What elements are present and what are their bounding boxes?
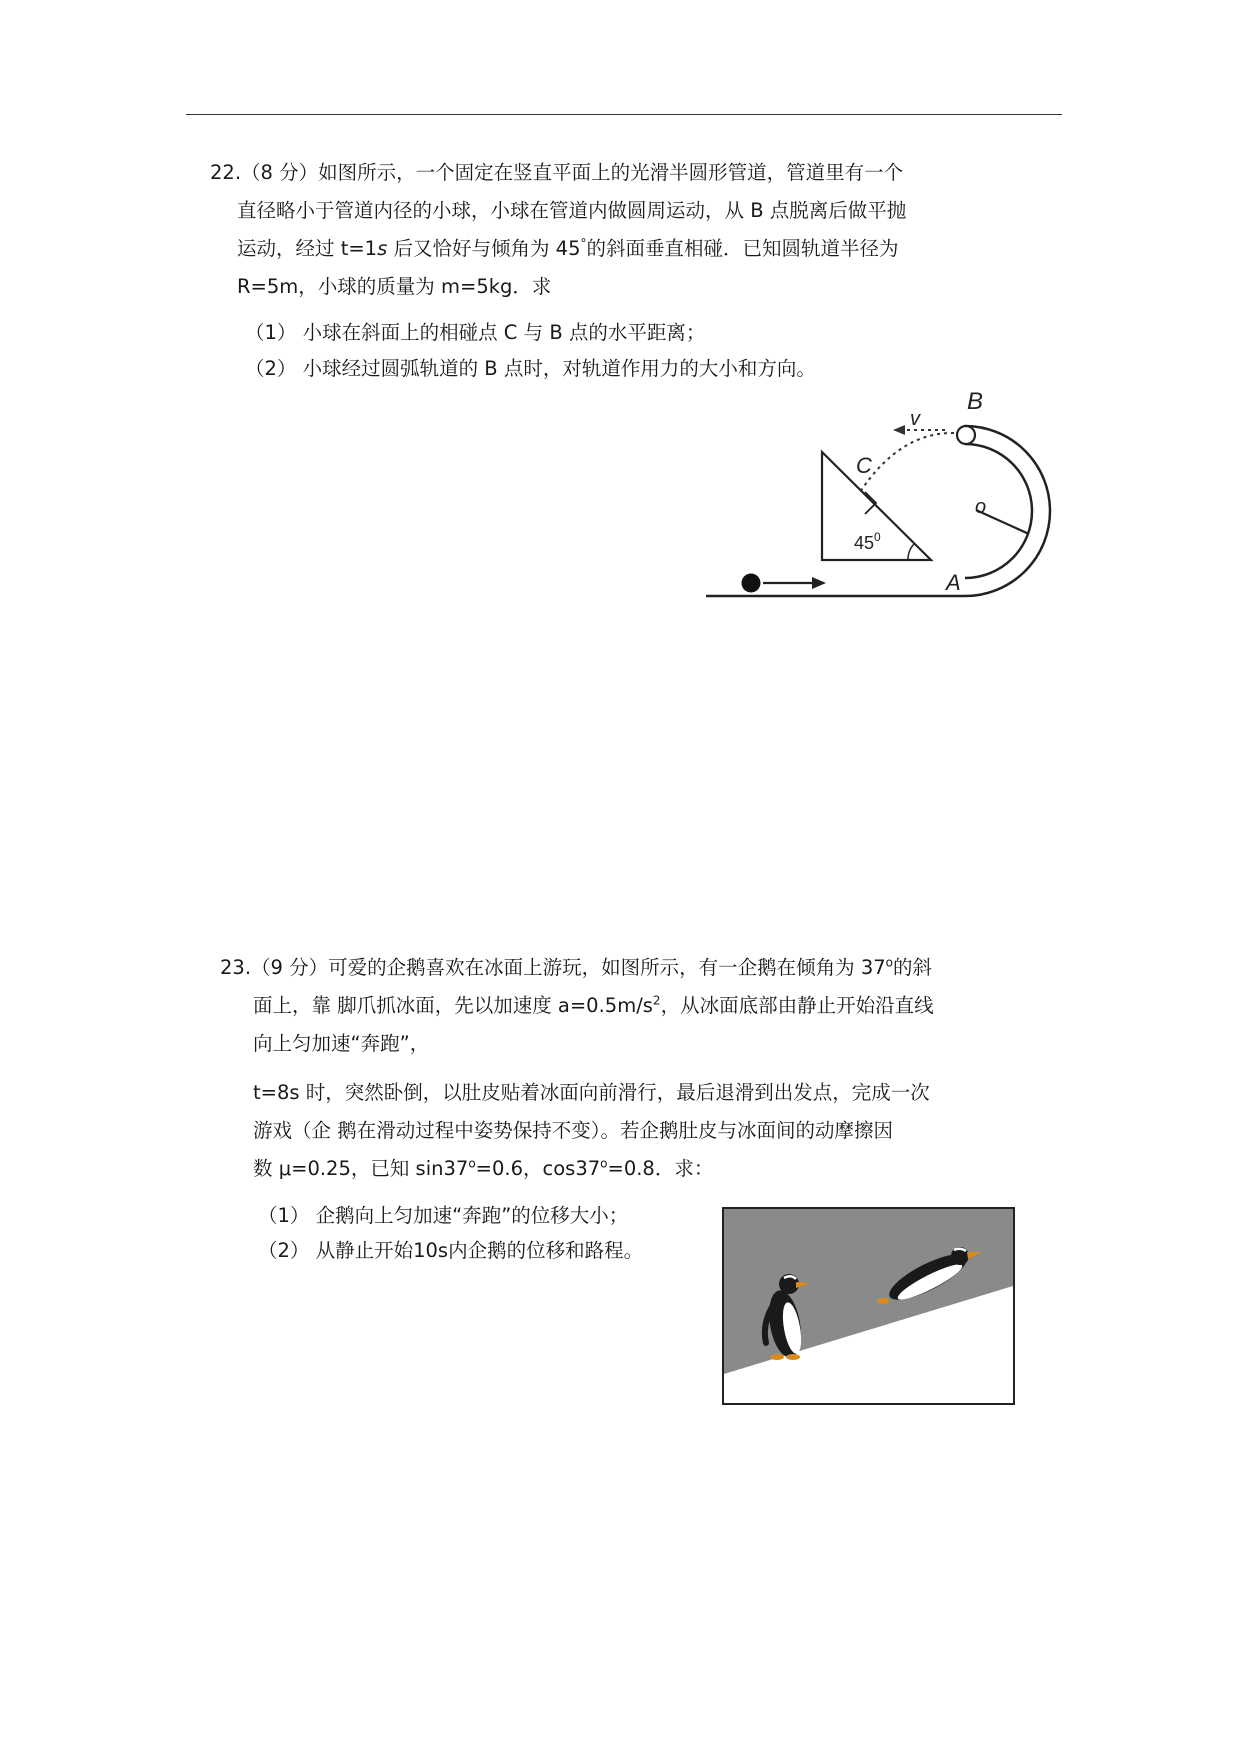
q22-label-a: A [946, 570, 961, 595]
q22-label-o: o [975, 496, 987, 518]
q22-line-4: R=5m，小球的质量为 m=5kg．求 [237, 275, 552, 298]
q22-figure-pipe-incline [0, 0, 1241, 620]
q23-sub-question-2: （2） 从静止开始10s内企鹅的位移和路程。 [258, 1239, 644, 1262]
q23-line-4: t=8s 时，突然卧倒，以肚皮贴着冰面向前滑行，最后退滑到出发点，完成一次 [253, 1081, 930, 1104]
q22-label-b: B [967, 388, 984, 415]
q22-sub-question-2: （2） 小球经过圆弧轨道的 B 点时，对轨道作用力的大小和方向。 [245, 357, 816, 380]
q22-line-2: 直径略小于管道内径的小球，小球在管道内做圆周运动，从 B 点脱离后做平抛 [237, 199, 907, 222]
q23-figure-penguins [722, 1207, 1015, 1405]
q23-line-1: 23.（9 分）可爱的企鹅喜欢在冰面上游玩，如图所示，有一企鹅在倾角为 37$^o$的斜 [220, 955, 932, 979]
q22-label-v: v [910, 408, 920, 430]
q23-line-5: 游戏（企 鹅在滑动过程中姿势保持不变）。若企鹅肚皮与冰面间的动摩擦因 [253, 1119, 893, 1142]
q23-sub-question-1: （1） 企鹅向上匀加速“奔跑”的位移大小； [258, 1204, 629, 1227]
q22-label-c: C [856, 453, 872, 478]
q22-line-1: 22.（8 分）如图所示，一个固定在竖直平面上的光滑半圆形管道，管道里有一个 [210, 161, 904, 184]
q22-sub-question-1: （1） 小球在斜面上的相碰点 C 与 B 点的水平距离； [245, 321, 706, 344]
q23-line-3: 向上匀加速“奔跑”， [253, 1032, 430, 1055]
q23-line-6: 数 μ=0.25，已知 $\sin 37^o=0.6$，$\cos 37^o=0.8$．求： [253, 1156, 714, 1180]
q22-line-3: 运动，经过 t=1s 后又恰好与倾角为 45°的斜面垂直相碰．已知圆轨道半径为 [237, 236, 899, 260]
q23-line-2: 面上，靠 脚爪抓冰面，先以加速度 $a=0.5m/s^2$，从冰面底部由静止开始沿直线 [253, 993, 934, 1017]
q22-label-angle: $45^0$ [854, 530, 881, 553]
